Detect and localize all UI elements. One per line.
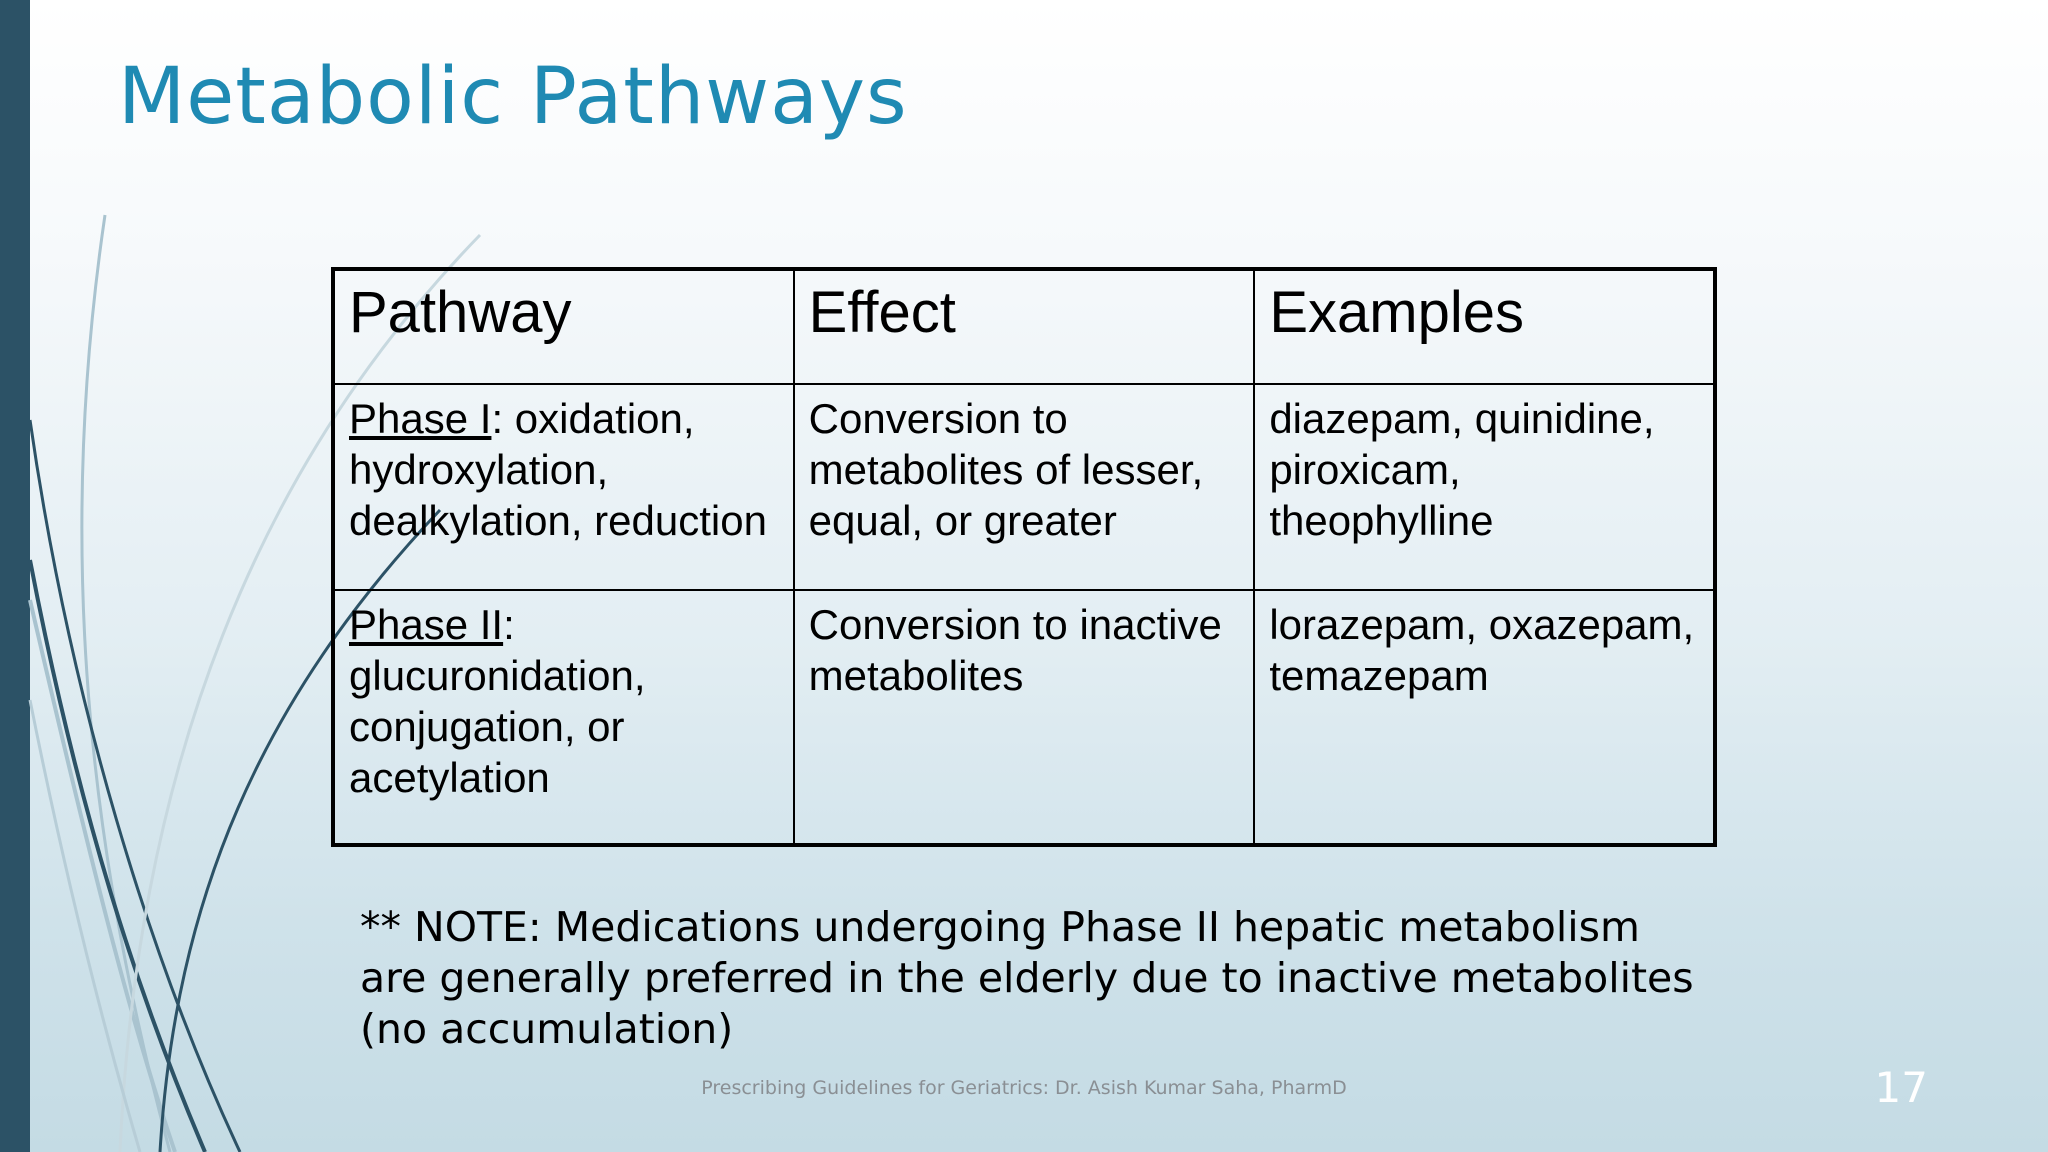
metabolic-pathways-table <box>331 267 1717 847</box>
effect-text: equal, or greater <box>808 497 1117 544</box>
pathway-text: : oxidation, <box>491 395 695 442</box>
page-number: 17 <box>1874 1063 1928 1112</box>
header-examples: Examples <box>1254 269 1715 384</box>
examples-text: theophylline <box>1269 497 1494 544</box>
examples-text: lorazepam, oxazepam, <box>1269 601 1695 648</box>
examples-text: piroxicam, <box>1269 446 1461 493</box>
effect-text: metabolites of lesser, <box>808 446 1204 493</box>
pathway-text: glucuronidation, <box>349 652 646 699</box>
phase-label: Phase II <box>349 601 504 648</box>
cell-examples-phase-2 <box>1254 590 1715 845</box>
note-line: ** NOTE: Medications undergoing Phase II hepatic metabolism <box>360 903 1640 951</box>
pathway-text: dealkylation, reduction <box>349 497 767 544</box>
cell-examples-phase-1 <box>1254 384 1715 590</box>
cell-pathway-phase-2 <box>333 590 794 845</box>
slide-footer: Prescribing Guidelines for Geriatrics: Dr. Asish Kumar Saha, PharmD <box>701 1077 1347 1099</box>
header-pathway: Pathway <box>333 269 794 384</box>
examples-text: temazepam <box>1269 652 1489 699</box>
cell-effect-phase-2 <box>794 590 1255 845</box>
note-line: are generally preferred in the elderly due to inactive metabolites <box>360 954 1694 1002</box>
examples-text: diazepam, quinidine, <box>1269 395 1655 442</box>
note-text <box>360 902 1760 1055</box>
table-header-row <box>333 269 1715 384</box>
effect-text: Conversion to <box>808 395 1068 442</box>
table-row <box>333 384 1715 590</box>
pathway-text: hydroxylation, <box>349 446 609 493</box>
cell-effect-phase-1 <box>794 384 1255 590</box>
effect-text: Conversion to inactive <box>808 601 1222 648</box>
effect-text: metabolites <box>808 652 1024 699</box>
phase-label: Phase I <box>349 395 492 442</box>
pathway-text: acetylation <box>349 754 550 801</box>
cell-pathway-phase-1 <box>333 384 794 590</box>
header-effect: Effect <box>794 269 1255 384</box>
pathway-text: : <box>503 601 515 648</box>
slide-title: Metabolic Pathways <box>118 52 908 142</box>
table-row <box>333 590 1715 845</box>
pathway-text: conjugation, or <box>349 703 625 750</box>
note-line: (no accumulation) <box>360 1005 734 1053</box>
